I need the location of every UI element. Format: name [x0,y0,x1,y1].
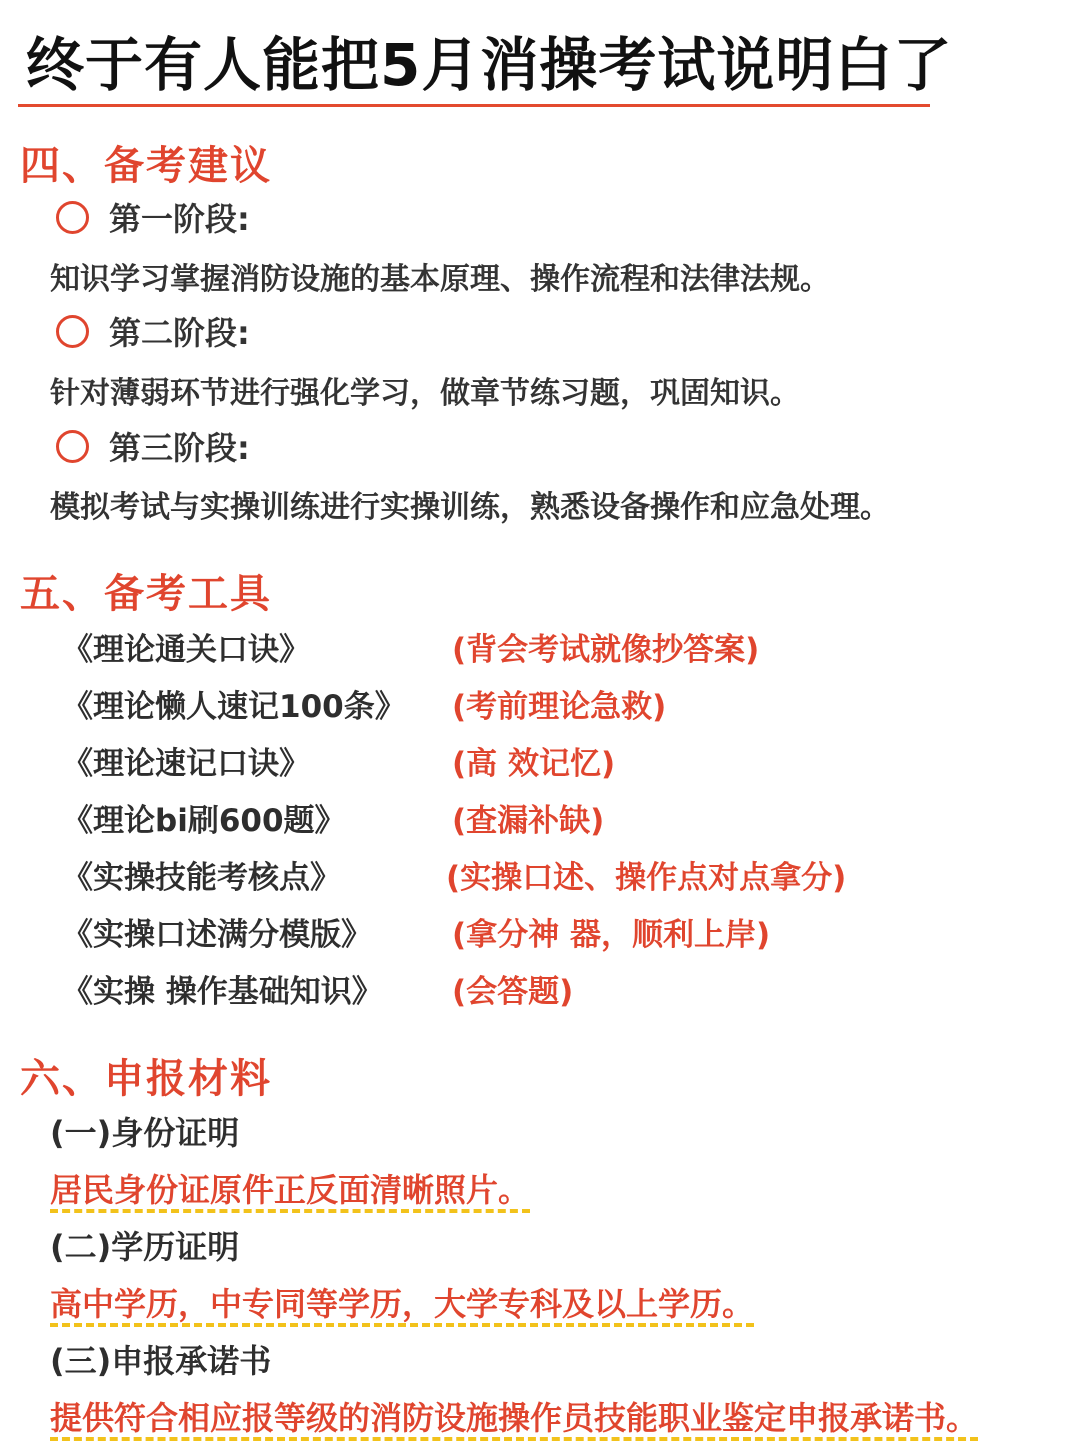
material-text-commitment: 提供符合相应报等级的消防设施操作员技能职业鉴定申报承诺书。 [50,1399,979,1437]
tool-note: (高 效记忆) [452,746,616,782]
circle-bullet-icon [56,430,89,463]
stage-1-label: 第一阶段: [109,200,250,238]
circle-bullet-icon [56,201,89,234]
title-divider [18,104,930,107]
tool-note: (实操口述、操作点对点拿分) [446,860,847,896]
material-text-education: 高中学历，中专同等学历，大学专科及以上学历。 [50,1285,755,1323]
stage-3 [56,423,250,469]
tool-note: (背会考试就像抄答案) [452,632,760,668]
tool-note: (拿分神 器，顺利上岸) [452,917,771,953]
material-label-id: (一)身份证明 [50,1114,240,1152]
tool-name: 《理论bi刷600题》 [62,803,346,839]
tool-name: 《实操技能考核点》 [62,860,341,896]
stage-3-text: 模拟考试与实操训练进行实操训练，熟悉设备操作和应急处理。 [50,490,890,525]
section-heading-prep-tools: 五、备考工具 [20,571,272,617]
tool-name: 《理论懒人速记100条》 [62,689,406,725]
stage-2 [56,308,250,354]
stage-2-label: 第二阶段: [109,314,250,352]
section-heading-prep-advice: 四、备考建议 [20,143,272,189]
tool-name: 《理论速记口诀》 [62,746,310,782]
tool-note: (查漏补缺) [452,803,605,839]
stage-1 [56,194,250,240]
page-title: 终于有人能把5月消操考试说明白了 [26,31,953,99]
stage-2-text: 针对薄弱环节进行强化学习，做章节练习题，巩固知识。 [50,376,800,411]
tool-name: 《实操口述满分模版》 [62,917,372,953]
circle-bullet-icon [56,315,89,348]
material-label-education: (二)学历证明 [50,1228,240,1266]
section-heading-application-materials: 六、申报材料 [20,1056,272,1102]
material-label-commitment: (三)申报承诺书 [50,1342,272,1380]
tool-name: 《理论通关口诀》 [62,632,310,668]
tool-note: (会答题) [452,974,574,1010]
tool-note: (考前理论急救) [452,689,667,725]
stage-1-text: 知识学习掌握消防设施的基本原理、操作流程和法律法规。 [50,262,830,297]
material-text-id: 居民身份证原件正反面清晰照片。 [50,1171,531,1209]
tool-name: 《实操 操作基础知识》 [62,974,383,1010]
stage-3-label: 第三阶段: [109,429,250,467]
